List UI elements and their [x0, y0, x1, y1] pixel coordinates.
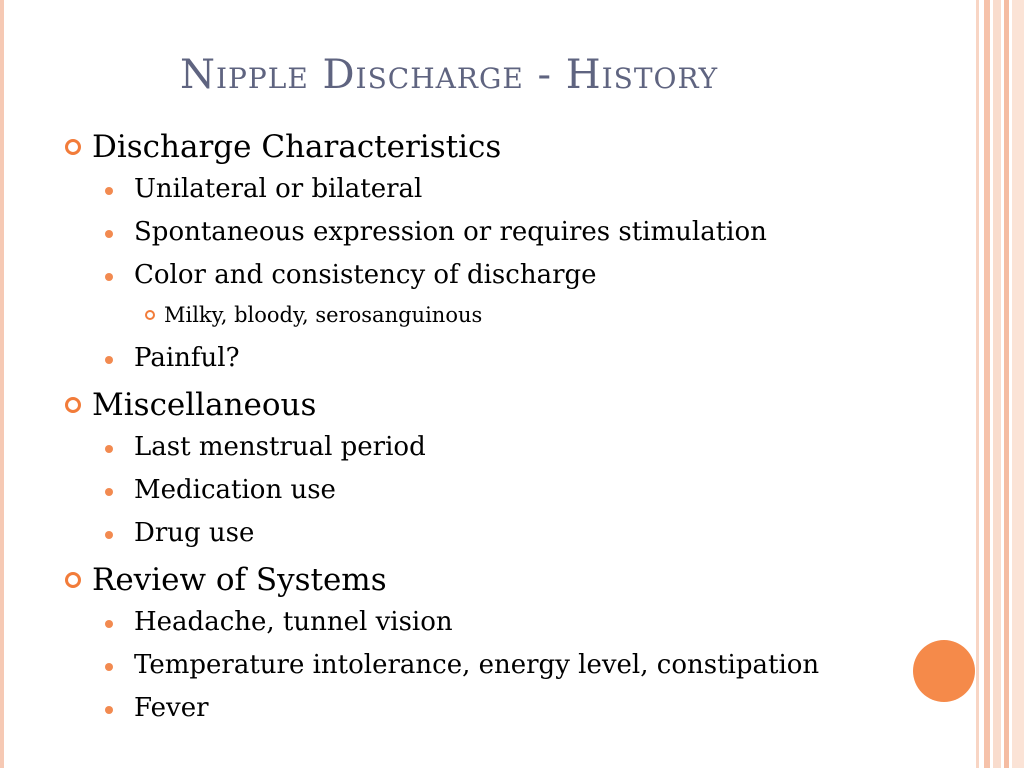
list-item-label: Temperature intolerance, energy level, constipation: [134, 650, 820, 680]
decorative-stripe: [984, 0, 990, 768]
ring-bullet-icon: [65, 139, 81, 155]
list-item: [60, 644, 960, 687]
list-item-label: Color and consistency of discharge: [134, 260, 597, 290]
dot-bullet-icon: [105, 488, 113, 496]
dot-bullet-icon: [105, 230, 113, 238]
list-item: [60, 426, 960, 469]
list-item: [60, 512, 960, 555]
sub-list-item: [60, 297, 960, 333]
list-item-label: Unilateral or bilateral: [134, 174, 423, 204]
list-item: [60, 469, 960, 512]
ring-bullet-icon: [65, 572, 81, 588]
decorative-stripe: [1012, 0, 1024, 768]
dot-bullet-icon: [105, 273, 113, 281]
list-item-label: Fever: [134, 693, 209, 723]
list-item: [60, 168, 960, 211]
dot-bullet-icon: [105, 663, 113, 671]
section-label: Review of Systems: [92, 562, 387, 598]
dot-bullet-icon: [105, 187, 113, 195]
slide-content: [60, 126, 960, 730]
list-item-label: Medication use: [134, 475, 336, 505]
sub-list-item-label: Milky, bloody, serosanguinous: [164, 303, 483, 327]
dot-bullet-icon: [105, 356, 113, 364]
list-item: [60, 211, 960, 254]
decorative-circle: [913, 640, 975, 702]
small-ring-bullet-icon: [145, 310, 155, 320]
list-item-label: Spontaneous expression or requires stimulation: [134, 217, 767, 247]
decorative-stripe: [1004, 0, 1009, 768]
list-item: [60, 687, 960, 730]
decorative-stripe: [976, 0, 979, 768]
list-item-label: Drug use: [134, 518, 255, 548]
list-item: [60, 601, 960, 644]
section-heading: [60, 559, 960, 601]
left-border: [0, 0, 4, 768]
section-label: Miscellaneous: [92, 387, 317, 423]
section-heading: [60, 384, 960, 426]
ring-bullet-icon: [65, 397, 81, 413]
list-item-label: Headache, tunnel vision: [134, 607, 453, 637]
section-label: Discharge Characteristics: [92, 129, 502, 165]
section-heading: [60, 126, 960, 168]
decorative-stripe: [993, 0, 1001, 768]
dot-bullet-icon: [105, 620, 113, 628]
list-item-label: Painful?: [134, 343, 240, 373]
dot-bullet-icon: [105, 531, 113, 539]
list-item-label: Last menstrual period: [134, 432, 426, 462]
slide-title: Nipple Discharge - History: [180, 52, 719, 98]
list-item: [60, 337, 960, 380]
dot-bullet-icon: [105, 706, 113, 714]
list-item: [60, 254, 960, 297]
dot-bullet-icon: [105, 445, 113, 453]
